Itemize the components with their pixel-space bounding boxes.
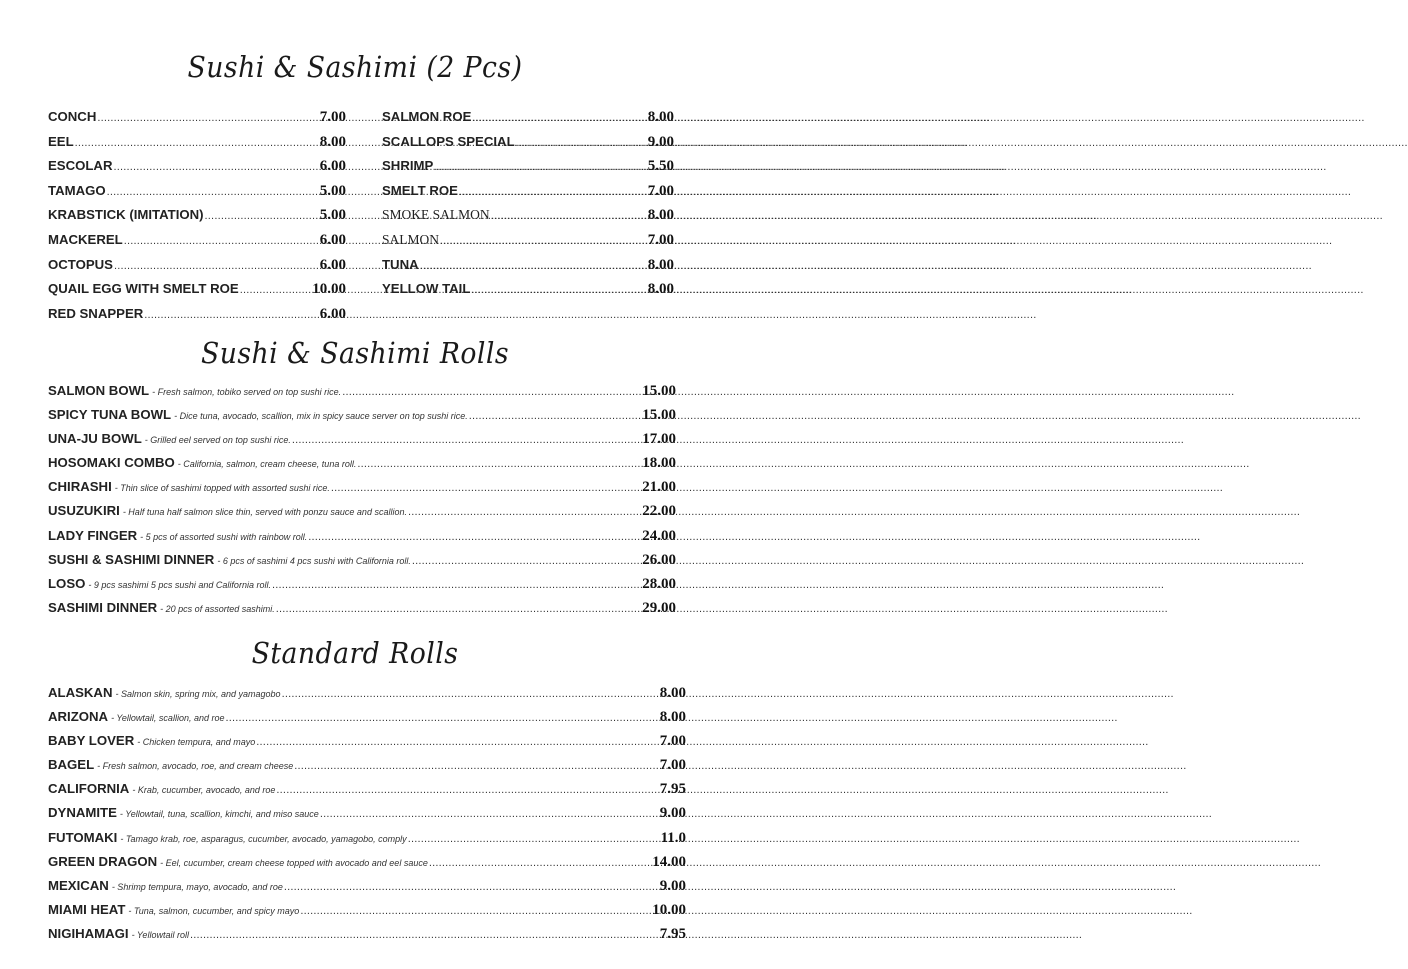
menu-item-row <box>48 753 686 777</box>
menu-item-description: - 20 pcs of assorted sashimi. <box>160 603 275 614</box>
menu-item-description: - Fresh salmon, avocado, roe, and cream cheese <box>97 761 294 772</box>
dot-leader <box>434 155 646 180</box>
menu-item-row <box>48 524 676 548</box>
menu-item-description: - Salmon skin, spring mix, and yamagobo <box>115 689 281 699</box>
menu-item-row <box>48 451 676 475</box>
rolls-list <box>48 379 676 620</box>
menu-item-price: 5.50 <box>647 158 674 175</box>
dot-leader <box>516 131 647 156</box>
menu-item-description: - Yellowtail, tuna, scallion, kimchi, and miso sauce <box>119 809 319 820</box>
menu-item-name: USUZUKIRI <box>48 503 120 519</box>
menu-item-description: - Thin slice of sashimi topped with assorted sushi rice. <box>114 483 330 494</box>
menu-item-name: TUNA <box>382 256 419 272</box>
menu-item-price: 22.00 <box>642 503 676 520</box>
menu-item-price: 8.00 <box>319 133 346 150</box>
menu-item-name: SALMON <box>382 231 440 247</box>
dot-leader <box>113 155 318 180</box>
menu-item-description: - Eel, cucumber, cream cheese topped with avocado and eel sauce <box>160 857 428 868</box>
menu-item-name: BABY LOVER <box>48 733 135 749</box>
menu-item-description: - 6 pcs of sashimi 4 pcs sushi with California roll. <box>217 555 411 566</box>
menu-item-name: SASHIMI DINNER <box>48 599 158 615</box>
dot-leader <box>276 778 658 802</box>
menu-item-row <box>382 154 674 179</box>
menu-item-price: 14.00 <box>652 853 686 870</box>
menu-item-row <box>48 203 346 228</box>
menu-item-price: 5.00 <box>319 182 346 199</box>
dot-leader <box>97 106 318 131</box>
menu-item-row <box>382 130 674 155</box>
menu-item-name: ESCOLAR <box>48 158 113 174</box>
dot-leader <box>420 254 647 279</box>
menu-item-price: 6.00 <box>319 231 346 248</box>
dot-leader <box>440 229 647 254</box>
dot-leader <box>282 682 659 706</box>
menu-item-row <box>48 499 676 523</box>
dot-leader <box>429 851 651 875</box>
menu-item-name: ALASKAN <box>48 685 113 700</box>
dot-leader <box>342 380 641 404</box>
dot-leader <box>114 254 319 279</box>
dot-leader <box>205 204 319 229</box>
menu-item-price: 11.0 <box>660 829 686 846</box>
menu-item-price: 18.00 <box>642 455 676 472</box>
dot-leader <box>107 180 319 205</box>
menu-item-name: RED SNAPPER <box>48 305 144 321</box>
menu-item-name: LOSO <box>48 575 86 591</box>
menu-item-row <box>382 253 674 278</box>
menu-item-row <box>48 130 346 155</box>
menu-item-price: 24.00 <box>642 527 676 544</box>
menu-item-price: 7.00 <box>319 109 346 125</box>
menu-item-description: - Tamago krab, roe, asparagus, cucumber, avocado, yamagobo, comply <box>120 833 407 844</box>
menu-item-price: 10.00 <box>312 281 346 298</box>
menu-item-row <box>48 874 686 898</box>
menu-item-row <box>48 681 686 705</box>
menu-item-row <box>48 277 346 302</box>
menu-item-price: 7.95 <box>659 781 686 798</box>
section-title-rolls: Sushi & Sashimi Rolls <box>200 336 510 370</box>
menu-item-price: 15.00 <box>642 407 676 424</box>
menu-item-row <box>48 475 676 499</box>
menu-item-name: CONCH <box>48 109 97 124</box>
menu-item-name: KRABSTICK (IMITATION) <box>48 207 204 223</box>
menu-item-row <box>48 302 346 327</box>
dot-leader <box>75 131 319 156</box>
sushi-sashimi-right-column <box>382 105 674 302</box>
menu-item-row <box>48 154 346 179</box>
menu-item-price: 17.00 <box>642 431 676 448</box>
menu-item-price: 21.00 <box>642 479 676 496</box>
menu-item-row <box>48 427 676 451</box>
dot-leader <box>256 730 658 754</box>
menu-item-name: EEL <box>48 133 74 149</box>
menu-item-price: 8.00 <box>659 685 686 701</box>
menu-item-description: - Fresh salmon, tobiko served on top sushi rice. <box>152 387 342 397</box>
menu-item-price: 8.00 <box>659 709 686 726</box>
dot-leader <box>408 827 660 851</box>
dot-leader <box>469 404 642 428</box>
menu-item-description: - Shrimp tempura, mayo, avocado, and roe <box>111 881 283 892</box>
menu-item-name: OCTOPUS <box>48 256 113 272</box>
menu-item-row <box>48 898 686 922</box>
menu-item-row <box>48 253 346 278</box>
dot-leader <box>292 428 641 452</box>
menu-item-name: SMELT ROE <box>382 182 458 198</box>
menu-item-row <box>382 277 674 302</box>
menu-item-price: 6.00 <box>319 256 346 273</box>
menu-item-name: BAGEL <box>48 757 95 773</box>
menu-item-name: SCALLOPS SPECIAL <box>382 133 515 149</box>
dot-leader <box>357 452 641 476</box>
menu-item-row <box>48 777 686 801</box>
menu-item-price: 7.00 <box>659 757 686 774</box>
menu-item-price: 8.00 <box>647 109 674 125</box>
menu-item-price: 10.00 <box>652 901 686 918</box>
menu-item-row <box>382 203 674 228</box>
dot-leader <box>308 525 641 549</box>
menu-item-description: - 9 pcs sashimi 5 pcs sushi and California roll. <box>88 579 271 590</box>
menu-item-name: SHRIMP <box>382 158 434 174</box>
menu-item-name: SUSHI & SASHIMI DINNER <box>48 551 215 567</box>
menu-item-row <box>382 105 674 130</box>
menu-item-name: MEXICAN <box>48 877 109 893</box>
dot-leader <box>472 106 646 131</box>
menu-item-price: 9.00 <box>659 877 686 894</box>
menu-item-name: SALMON BOWL <box>48 383 150 398</box>
menu-item-name: CALIFORNIA <box>48 781 130 797</box>
dot-leader <box>491 204 647 229</box>
dot-leader <box>459 180 647 205</box>
menu-item-name: GREEN DRAGON <box>48 853 158 869</box>
section-title-sushi-sashimi: Sushi & Sashimi (2 Pcs) <box>187 50 523 84</box>
dot-leader <box>144 303 318 328</box>
menu-item-price: 28.00 <box>642 575 676 592</box>
menu-item-row <box>48 179 346 204</box>
menu-item-price: 15.00 <box>642 383 676 399</box>
menu-item-price: 7.00 <box>659 733 686 750</box>
menu-item-name: SMOKE SALMON <box>382 207 490 223</box>
dot-leader <box>300 899 651 923</box>
menu-item-description: - Grilled eel served on top sushi rice. <box>144 435 291 446</box>
dot-leader <box>124 229 319 254</box>
menu-item-row <box>382 228 674 253</box>
menu-item-row <box>48 548 676 572</box>
menu-item-price: 9.00 <box>659 805 686 822</box>
menu-item-row <box>48 596 676 620</box>
dot-leader <box>331 476 641 500</box>
dot-leader <box>284 875 659 899</box>
menu-item-price: 6.00 <box>319 305 346 322</box>
menu-item-description: - Yellowtail roll <box>131 929 189 940</box>
dot-leader <box>225 706 658 730</box>
menu-item-description: - Tuna, salmon, cucumber, and spicy mayo <box>128 905 300 916</box>
menu-item-description: - Yellowtail, scallion, and roe <box>111 713 225 724</box>
dot-leader <box>294 754 658 778</box>
menu-item-name: QUAIL EGG WITH SMELT ROE <box>48 281 239 297</box>
menu-item-price: 7.00 <box>647 231 674 248</box>
menu-item-name: UNA-JU BOWL <box>48 431 142 447</box>
dot-leader <box>471 278 646 303</box>
menu-item-name: DYNAMITE <box>48 805 117 821</box>
menu-item-price: 7.95 <box>659 925 686 942</box>
menu-item-price: 5.00 <box>319 207 346 224</box>
menu-item-row <box>48 705 686 729</box>
standard-rolls-list <box>48 681 686 946</box>
menu-item-name: ARIZONA <box>48 709 109 725</box>
menu-item-name: YELLOW TAIL <box>382 281 471 297</box>
menu-item-price: 8.00 <box>647 281 674 298</box>
menu-item-price: 8.00 <box>647 207 674 224</box>
menu-item-price: 29.00 <box>642 599 676 616</box>
menu-item-description: - California, salmon, cream cheese, tuna roll. <box>177 459 357 470</box>
section-title-standard-rolls: Standard Rolls <box>251 636 459 670</box>
menu-item-row <box>48 826 686 850</box>
dot-leader <box>272 573 641 597</box>
menu-item-price: 26.00 <box>642 551 676 568</box>
menu-item-row <box>48 801 686 825</box>
dot-leader <box>276 597 642 621</box>
menu-item-description: - 5 pcs of assorted sushi with rainbow roll. <box>140 531 308 542</box>
menu-item-price: 9.00 <box>647 133 674 150</box>
menu-item-row <box>48 228 346 253</box>
menu-item-row <box>48 379 676 403</box>
menu-item-name: LADY FINGER <box>48 527 138 543</box>
menu-item-description: - Chicken tempura, and mayo <box>137 737 256 748</box>
menu-item-price: 7.00 <box>647 182 674 199</box>
menu-item-row <box>48 729 686 753</box>
menu-item-price: 6.00 <box>319 158 346 175</box>
menu-item-row <box>48 850 686 874</box>
menu-item-row <box>382 179 674 204</box>
menu-item-name: NIGIHAMAGI <box>48 925 129 941</box>
menu-item-description: - Dice tuna, avocado, scallion, mix in spicy sauce server on top sushi rice. <box>174 411 468 422</box>
menu-item-row <box>48 922 686 946</box>
dot-leader <box>240 278 312 303</box>
menu-item-description: - Krab, cucumber, avocado, and roe <box>132 785 276 796</box>
menu-item-name: CHIRASHI <box>48 479 112 495</box>
menu-item-name: FUTOMAKI <box>48 829 118 845</box>
menu-item-name: TAMAGO <box>48 182 106 198</box>
menu-item-row <box>48 105 346 130</box>
menu-item-name: HOSOMAKI COMBO <box>48 455 175 471</box>
dot-leader <box>320 802 659 826</box>
menu-item-name: MIAMI HEAT <box>48 901 126 917</box>
menu-item-name: SPICY TUNA BOWL <box>48 407 172 423</box>
menu-item-price: 8.00 <box>647 256 674 273</box>
menu-item-name: MACKEREL <box>48 231 123 247</box>
menu-item-row <box>48 572 676 596</box>
dot-leader <box>190 923 659 947</box>
menu-item-description: - Half tuna half salmon slice thin, served with ponzu sauce and scallion. <box>122 507 407 518</box>
dot-leader <box>412 549 641 573</box>
menu-item-name: SALMON ROE <box>382 109 472 124</box>
sushi-sashimi-left-column <box>48 105 346 326</box>
menu-item-row <box>48 403 676 427</box>
dot-leader <box>408 500 641 524</box>
